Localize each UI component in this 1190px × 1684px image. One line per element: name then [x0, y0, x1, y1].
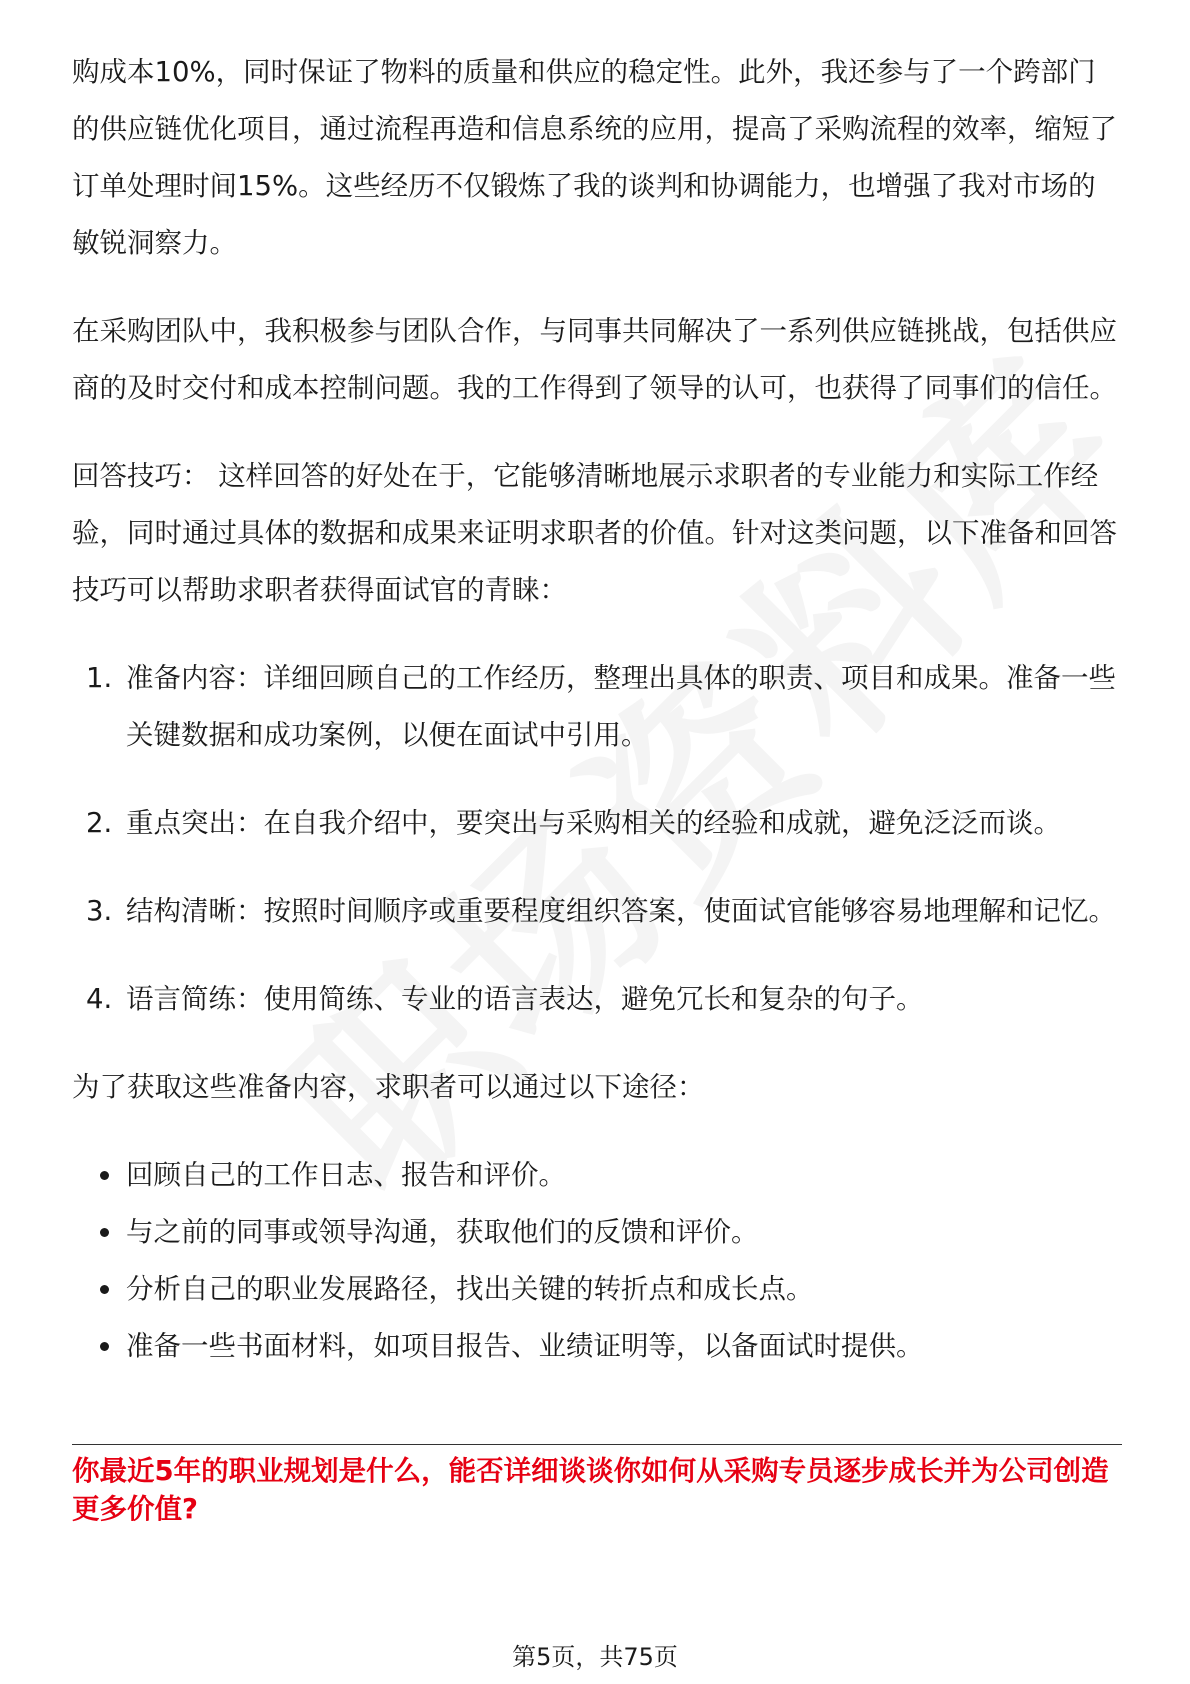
paragraph-experience: 购成本10%，同时保证了物料的质量和供应的稳定性。此外，我还参与了一个跨部门的供应链优化项目，通过流程再造和信息系统的应用，提高了采购流程的效率，缩短了订单处理时间15%。这些经历不仅锻炼了我的谈判和协调能力，也增强了我对市场的敏锐洞察力。: [72, 56, 1117, 259]
list-item-text: 与之前的同事或领导沟通，获取他们的反馈和评价。: [126, 1216, 759, 1248]
bullet-icon: [100, 1228, 109, 1237]
bullet-icon: [100, 1171, 109, 1180]
list-item: [72, 650, 1122, 764]
paragraph-teamwork: 在采购团队中，我积极参与团队合作，与同事共同解决了一系列供应链挑战，包括供应商的及时交付和成本控制问题。我的工作得到了领导的认可，也获得了同事们的信任。: [72, 315, 1117, 404]
list-number: 3.: [86, 895, 113, 927]
paragraph-ways-intro: 为了获取这些准备内容，求职者可以通过以下途径：: [72, 1071, 705, 1103]
list-item-text: 结构清晰：按照时间顺序或重要程度组织答案，使面试官能够容易地理解和记忆。: [126, 895, 1116, 927]
divider: [72, 1444, 1122, 1445]
list-item-text: 语言简练：使用简练、专业的语言表达，避免冗长和复杂的句子。: [126, 983, 924, 1015]
list-item: [72, 1147, 1122, 1204]
next-question-heading: 你最近5年的职业规划是什么，能否详细谈谈你如何从采购专员逐步成长并为公司创造更多价值?: [72, 1455, 1109, 1525]
list-number: 2.: [86, 807, 113, 839]
list-item-text: 回顾自己的工作日志、报告和评价。: [126, 1159, 566, 1191]
page-number: 第5页，共75页: [512, 1643, 678, 1671]
ways-list: [72, 1147, 1122, 1375]
list-item: [72, 795, 1122, 852]
list-item-text: 重点突出：在自我介绍中，要突出与采购相关的经验和成就，避免泛泛而谈。: [126, 807, 1061, 839]
list-item: [72, 971, 1122, 1028]
bullet-icon: [100, 1285, 109, 1294]
list-number: 4.: [86, 983, 113, 1015]
list-number: 1.: [86, 662, 113, 694]
list-item-text: 分析自己的职业发展路径，找出关键的转折点和成长点。: [126, 1273, 814, 1305]
list-item: [72, 1261, 1122, 1318]
tips-list: [72, 650, 1122, 1028]
list-item: [72, 1204, 1122, 1261]
bullet-icon: [100, 1342, 109, 1351]
list-item-text: 准备内容：详细回顾自己的工作经历，整理出具体的职责、项目和成果。准备一些关键数据和成功案例，以便在面试中引用。: [126, 662, 1116, 751]
list-item: [72, 1318, 1122, 1375]
document-body: [72, 44, 1122, 1375]
list-item: [72, 883, 1122, 940]
list-item-text: 准备一些书面材料，如项目报告、业绩证明等，以备面试时提供。: [126, 1330, 924, 1362]
paragraph-answer-tips: 回答技巧： 这样回答的好处在于，它能够清晰地展示求职者的专业能力和实际工作经验，同时通过具体的数据和成果来证明求职者的价值。针对这类问题，以下准备和回答技巧可以帮助求职者获得面试官的青睐：: [72, 460, 1117, 606]
